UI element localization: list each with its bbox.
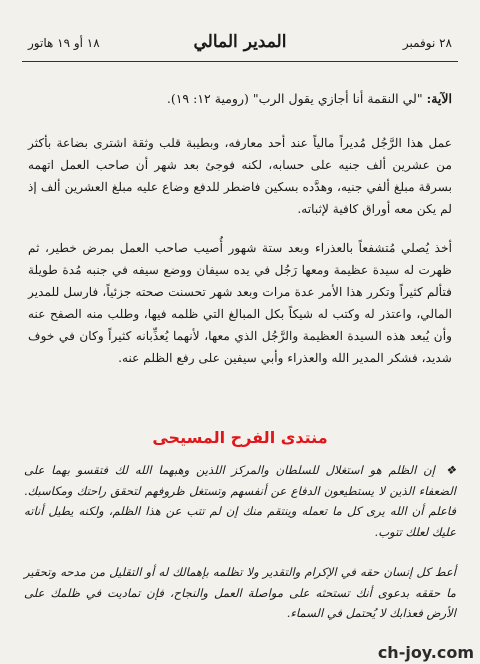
verse-label: الآية: [426,91,452,106]
gregorian-date: ٢٨ نوفمبر [402,36,452,50]
reflection-note-2-text: أعط كل إنسان حقه في الإكرام والتقدير ولا تظلمه بإهمالك له أو التقليل من مدحه وتحقير ما حققه بدعوى أنك تستحثه على مواصلة العمل والنجاح، فإن تماديت في ظلمك على الأرض فعذابك لا يُحتمل في السماء. [24,565,456,620]
diamond-bullet-icon: ❖ [445,463,457,477]
reflection-note-1-text: إن الظلم هو استغلال للسلطان والمركز اللذين وهبهما الله لك فتقسو بهما على الضعفاء الذين لا يستطيعون الدفاع عن أنفسهم وتستغل ظروفهم لتحقق راحتك ومكاسبك. فاعلم أن الله يرى كل ما تعمله وينتقم منك إن لم تتب عن هذا الظلم، ولكنه يطيل أناته عليك لعلك تتوب. [24,463,456,539]
page-title: المدير المالي [193,32,287,52]
page-header [28,32,452,56]
coptic-date: ١٨ أو ١٩ هاتور [28,36,100,50]
verse-text: "لي النقمة أنا أجازي يقول الرب" (رومية ١٢: ١٩). [166,91,423,106]
reflection-note-1 [24,460,456,542]
site-watermark: ch-joy.com [377,643,474,662]
verse-line [30,90,452,108]
header-divider [22,61,458,62]
story-paragraph-1: عمل هذا الرَّجُل مُديراً مالياً عند أحد معارفه، وبطيبة قلب وثقة اشترى بضاعة بأكثر من عشرين ألف جنيه على حسابه، لكنه فوجئ بعد شهر أن صاحب العمل اتهمه بسرقة مبلغ ألفي جنيه، وهدَّده بسكين فاضطر للدفع وضاع عليه مبلغ العشرين ألف إذ لم يكن معه أوراق كافية لإثباته. [28,136,452,216]
story-paragraph-2: أخذ يُصلي مُتشفعاً بالعذراء وبعد ستة شهور أُصيب صاحب العمل بمرض خطير، ثم ظهرت له سيدة عظيمة ومعها رَجُل في يده سيفان ووضع سيفه في جنبه مُدة طويلة فتألم كثيراً وتكرر هذا الأمر عدة مرات وبعد شهر تحسنت صحته جزئياً، فارسل للمدير المالي، واعتذر له وكتب له شيكاً بكل المبالغ التي ظلمه فيها، وطلب منه الصفح عنه وأن يُبعد هذه السيدة العظيمة والرَّجُل الذي معها، لأنهما يُعذِّبانه كثيراً وكان في خوف شديد، فشكر المدير الله والعذراء وأبي سيفين على رفع الظلم عنه. [28,241,452,365]
forum-watermark-label: منتدى الفرح المسيحى [152,428,328,447]
reflection-note-2 [24,562,456,624]
